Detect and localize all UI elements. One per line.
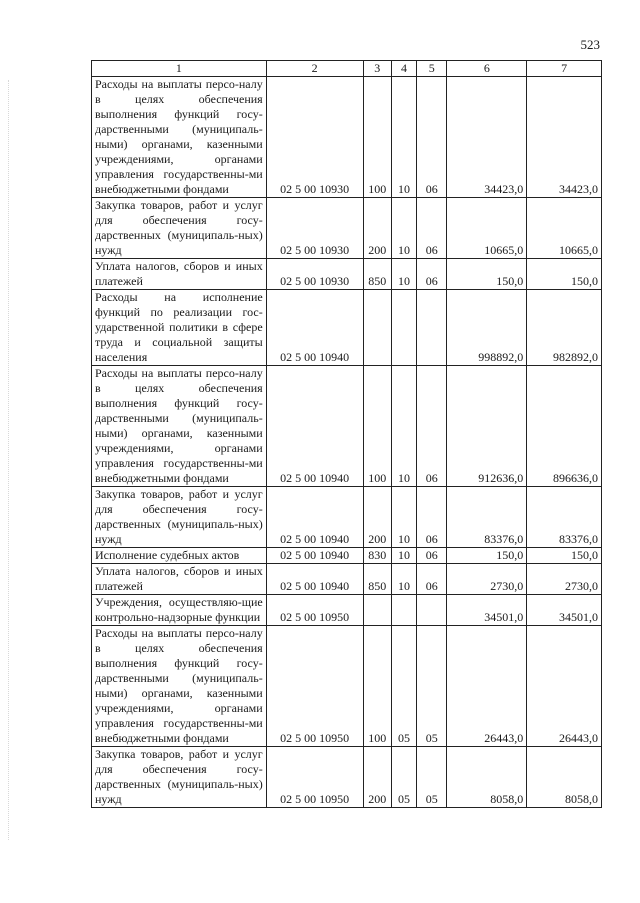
row-c4: 05 [391,626,416,747]
table-row [92,564,602,595]
row-c5: 06 [417,564,447,595]
row-c3: 100 [363,366,391,487]
scan-margin-line [8,80,10,840]
row-name: Исполнение судебных актов [92,548,267,564]
row-c4: 10 [391,198,416,259]
row-code: 02 5 00 10940 [266,366,363,487]
row-c6: 2730,0 [447,564,527,595]
row-code: 02 5 00 10950 [266,747,363,808]
row-c3: 100 [363,77,391,198]
row-code: 02 5 00 10930 [266,198,363,259]
table-row [92,626,602,747]
header-col-4: 4 [391,61,416,77]
row-c4 [391,290,416,366]
table-row [92,198,602,259]
row-c7: 896636,0 [527,366,602,487]
table-row [92,487,602,548]
row-c5: 06 [417,366,447,487]
row-c7: 10665,0 [527,198,602,259]
row-c6: 912636,0 [447,366,527,487]
row-c6: 26443,0 [447,626,527,747]
row-c3: 200 [363,747,391,808]
header-col-5: 5 [417,61,447,77]
row-c6: 8058,0 [447,747,527,808]
row-c6: 10665,0 [447,198,527,259]
row-c7: 34501,0 [527,595,602,626]
row-c4: 05 [391,747,416,808]
row-code: 02 5 00 10940 [266,290,363,366]
table-row [92,595,602,626]
row-c6: 998892,0 [447,290,527,366]
row-c5: 05 [417,626,447,747]
row-c3: 850 [363,259,391,290]
row-name: Уплата налогов, сборов и иных платежей [92,259,267,290]
table-row [92,290,602,366]
row-name: Учреждения, осуществляю-щие контрольно-надзорные функции [92,595,267,626]
row-name: Закупка товаров, работ и услуг для обеспечения госу-дарственных (муниципаль-ных) нужд [92,747,267,808]
row-name: Расходы на исполнение функций по реализации гос-ударственной политики в сфере труда и социальной защиты населения [92,290,267,366]
header-col-1: 1 [92,61,267,77]
header-col-7: 7 [527,61,602,77]
row-c3 [363,595,391,626]
row-c3: 200 [363,487,391,548]
row-code: 02 5 00 10940 [266,564,363,595]
row-code: 02 5 00 10930 [266,77,363,198]
table-row [92,747,602,808]
row-c6: 34423,0 [447,77,527,198]
row-c7: 2730,0 [527,564,602,595]
page-number: 523 [580,37,600,52]
row-code: 02 5 00 10950 [266,626,363,747]
row-c3: 850 [363,564,391,595]
row-c4: 10 [391,564,416,595]
row-name: Расходы на выплаты персо-налу в целях обеспечения выполнения функций госу-дарственными (муниципаль-ными) органами, казенными учреждениями, органами управления государственны-ми внебюджетными фондами [92,626,267,747]
row-c6: 150,0 [447,548,527,564]
row-c5: 06 [417,487,447,548]
row-c7: 8058,0 [527,747,602,808]
row-c3: 200 [363,198,391,259]
row-name: Закупка товаров, работ и услуг для обеспечения госу-дарственных (муниципаль-ных) нужд [92,198,267,259]
row-c7: 150,0 [527,259,602,290]
row-c6: 150,0 [447,259,527,290]
table-row [92,548,602,564]
row-c5: 06 [417,259,447,290]
table-row [92,259,602,290]
row-c7: 34423,0 [527,77,602,198]
row-name: Расходы на выплаты персо-налу в целях обеспечения выполнения функций госу-дарственными (муниципаль-ными) органами, казенными учреждениями, органами управления государственны-ми внебюджетными фондами [92,77,267,198]
row-name: Уплата налогов, сборов и иных платежей [92,564,267,595]
row-c4: 10 [391,487,416,548]
row-c4: 10 [391,259,416,290]
row-c3: 100 [363,626,391,747]
row-c7: 26443,0 [527,626,602,747]
table-row [92,366,602,487]
header-col-6: 6 [447,61,527,77]
row-c4: 10 [391,548,416,564]
table-row [92,77,602,198]
row-name: Расходы на выплаты персо-налу в целях обеспечения выполнения функций госу-дарственными (муниципаль-ными) органами, казенными учреждениями, органами управления государственны-ми внебюджетными фондами [92,366,267,487]
row-code: 02 5 00 10940 [266,487,363,548]
row-c4 [391,595,416,626]
row-c5: 05 [417,747,447,808]
row-c5: 06 [417,548,447,564]
budget-table [91,60,602,808]
row-c7: 982892,0 [527,290,602,366]
row-c5 [417,290,447,366]
header-col-2: 2 [266,61,363,77]
row-c7: 83376,0 [527,487,602,548]
header-row [92,61,602,77]
row-c6: 34501,0 [447,595,527,626]
row-name: Закупка товаров, работ и услуг для обеспечения госу-дарственных (муниципаль-ных) нужд [92,487,267,548]
row-c4: 10 [391,366,416,487]
row-code: 02 5 00 10950 [266,595,363,626]
header-col-3: 3 [363,61,391,77]
row-c5: 06 [417,198,447,259]
row-c5 [417,595,447,626]
row-code: 02 5 00 10930 [266,259,363,290]
row-c6: 83376,0 [447,487,527,548]
row-c3: 830 [363,548,391,564]
row-c7: 150,0 [527,548,602,564]
row-c4: 10 [391,77,416,198]
row-c5: 06 [417,77,447,198]
row-code: 02 5 00 10940 [266,548,363,564]
row-c3 [363,290,391,366]
